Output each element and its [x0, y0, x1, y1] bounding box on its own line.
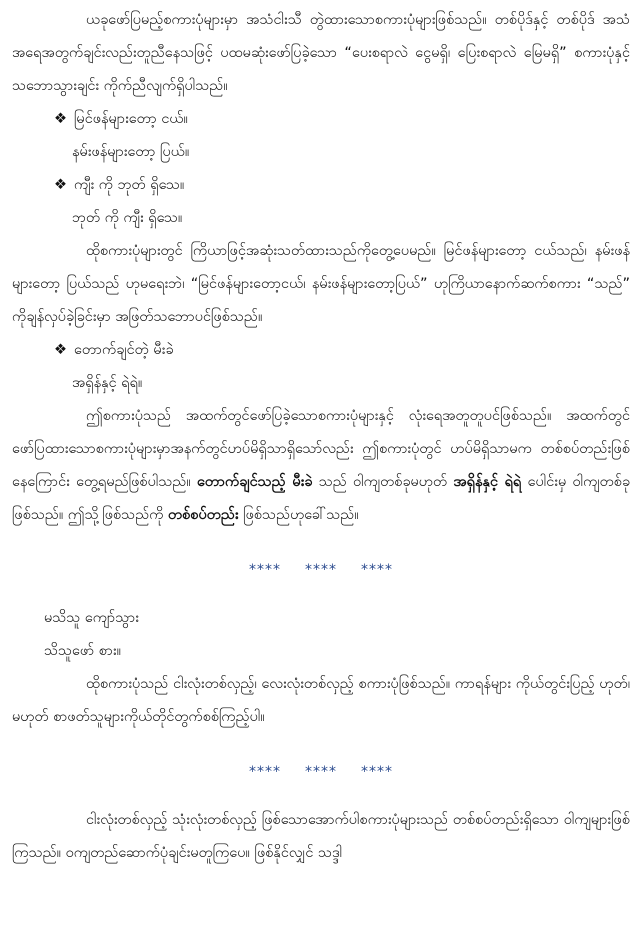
- proverb-1-line-2: နမ်းဖန်များတော့ ပြယ်။: [72, 144, 190, 160]
- separator-stars: ****: [361, 764, 393, 780]
- analysis-text-1: ဤစကားပုံသည် အထက်တွင်ဖော်ပြခဲ့သောစကားပုံများနှင့် လုံးရေအတူတူပင်ဖြစ်သည်။ အထက်တွင်ဖော်ပြထားသောစကားပုံများမှာအနက်တွင်ဟပ်မိရှိသာရှိသော်လည်း ဤစကားပုံတွင် ဟပ်မိရှိသာမက တစ်စပ်တည်းဖြစ်နေကြောင်း တွေ့ရမည်ဖြစ်ပါသည်။: [12, 408, 630, 490]
- proverb-3-line-1: [12, 334, 630, 367]
- analysis-bold-3: တစ်စပ်တည်း: [168, 507, 239, 523]
- analysis-text-4: ဖြစ်သည်ဟုခေါ်သည်။: [238, 507, 359, 523]
- analysis-bold-1: တောက်ချင်သည့် မီးခဲ: [197, 474, 313, 490]
- proverb-1-line-1: [12, 103, 630, 136]
- separator-stars: ****: [361, 562, 393, 578]
- separator-stars: ****: [249, 562, 281, 578]
- intro-paragraph: ယခုဖော်ပြမည့်စကားပုံများမှာ အသံငါးသီ တွဲထားသောစကားပုံများဖြစ်သည်။ တစ်ပိုဒ်နှင့် တစ်ပိုဒ် အသံအရေအတွက်ချင်းလည်းတူညီနေသဖြင့် ပထမဆုံးဖော်ပြခဲ့သော “ပေးစရာလဲ ငွေမရှိ၊ ပြေးစရာလဲ မြေမရှိ” စကားပုံနှင့် သဘောသွားချင်း ကိုက်ညီလျက်ရှိပါသည်။: [12, 12, 630, 94]
- analysis-paragraph: [12, 400, 630, 532]
- explanation-paragraph: ထိုစကားပုံများတွင် ကြိယာဖြင့်အဆုံးသတ်ထားသည်ကိုတွေ့ပေမည်။ မြင်ဖန်များတော့ ငယ်သည်၊ နမ်းဖန်များတော့ ပြယ်သည် ဟုမရေးဘဲ၊ “မြင်ဖန်များတော့ငယ်၊ နမ်းဖန်များတော့ပြယ်” ဟုကြိယာနောက်ဆက်စကား “သည်” ကိုချန်လှပ်ခဲ့ခြင်းမှာ အဖြတ်သဘောပင်ဖြစ်သည်။: [12, 243, 630, 325]
- proverb-2-line-1: [12, 169, 630, 202]
- proverb-1-line-1-text: မြင်ဖန်များတော့ ငယ်။: [74, 111, 188, 127]
- diamond-bullet-icon: ❖: [54, 111, 67, 127]
- proverb-2-line-1-text: ကျီး ကို ဘုတ် ရှိသေ။: [74, 177, 185, 193]
- section-separator-2: [12, 756, 630, 788]
- section-separator-1: [12, 554, 630, 586]
- proverb-4-line-1: မသိသူ ကျော်သွား: [44, 610, 139, 626]
- analysis-text-3: ပေါင်းမှ ဝါကျတစ်ခုဖြစ်သည်။ ဤသို့ဖြစ်သည်ကို: [12, 474, 631, 523]
- separator-stars: ****: [305, 764, 337, 780]
- section-2-paragraph: ထိုစကားပုံသည် ငါးလုံးတစ်လှည့်၊ လေးလုံးတစ်လှည့် စကားပုံဖြစ်သည်။ ကာရန်များ ကိုယ်တွင်းပြည့် ဟုတ်၊ မဟုတ် စာဖတ်သူများကိုယ်တိုင်တွက်စစ်ကြည့်ပါ။: [12, 676, 630, 725]
- diamond-bullet-icon: ❖: [54, 177, 67, 193]
- proverb-3-line-2: အရှိန်နှင့် ရဲရဲ။: [72, 375, 143, 391]
- separator-stars: ****: [249, 764, 281, 780]
- diamond-bullet-icon: ❖: [54, 342, 67, 358]
- proverb-2-line-2: ဘုတ် ကို ကျီး ရှိသေ။: [72, 210, 183, 226]
- separator-stars: ****: [305, 562, 337, 578]
- analysis-text-2: သည် ဝါကျတစ်ခုမဟုတ်: [312, 474, 454, 490]
- proverb-4-line-2: သိသူဖော် စား။: [44, 643, 121, 659]
- section-3-paragraph: ငါးလုံးတစ်လှည့် သုံးလုံးတစ်လှည့် ဖြစ်သောအောက်ပါစကားပုံများသည် တစ်စပ်တည်းရှိသော ဝါကျများဖြစ်ကြသည်။ ဝကျတည်ဆောက်ပုံချင်းမတူကြပေ။ ဖြစ်နိုင်လျှင် သဒ္ဒါ: [12, 812, 630, 861]
- proverb-3-line-1-text: တောက်ချင်တဲ့ မီးခဲ: [74, 342, 174, 358]
- analysis-bold-2: အရှိန်နှင့် ရဲရဲ: [453, 474, 522, 490]
